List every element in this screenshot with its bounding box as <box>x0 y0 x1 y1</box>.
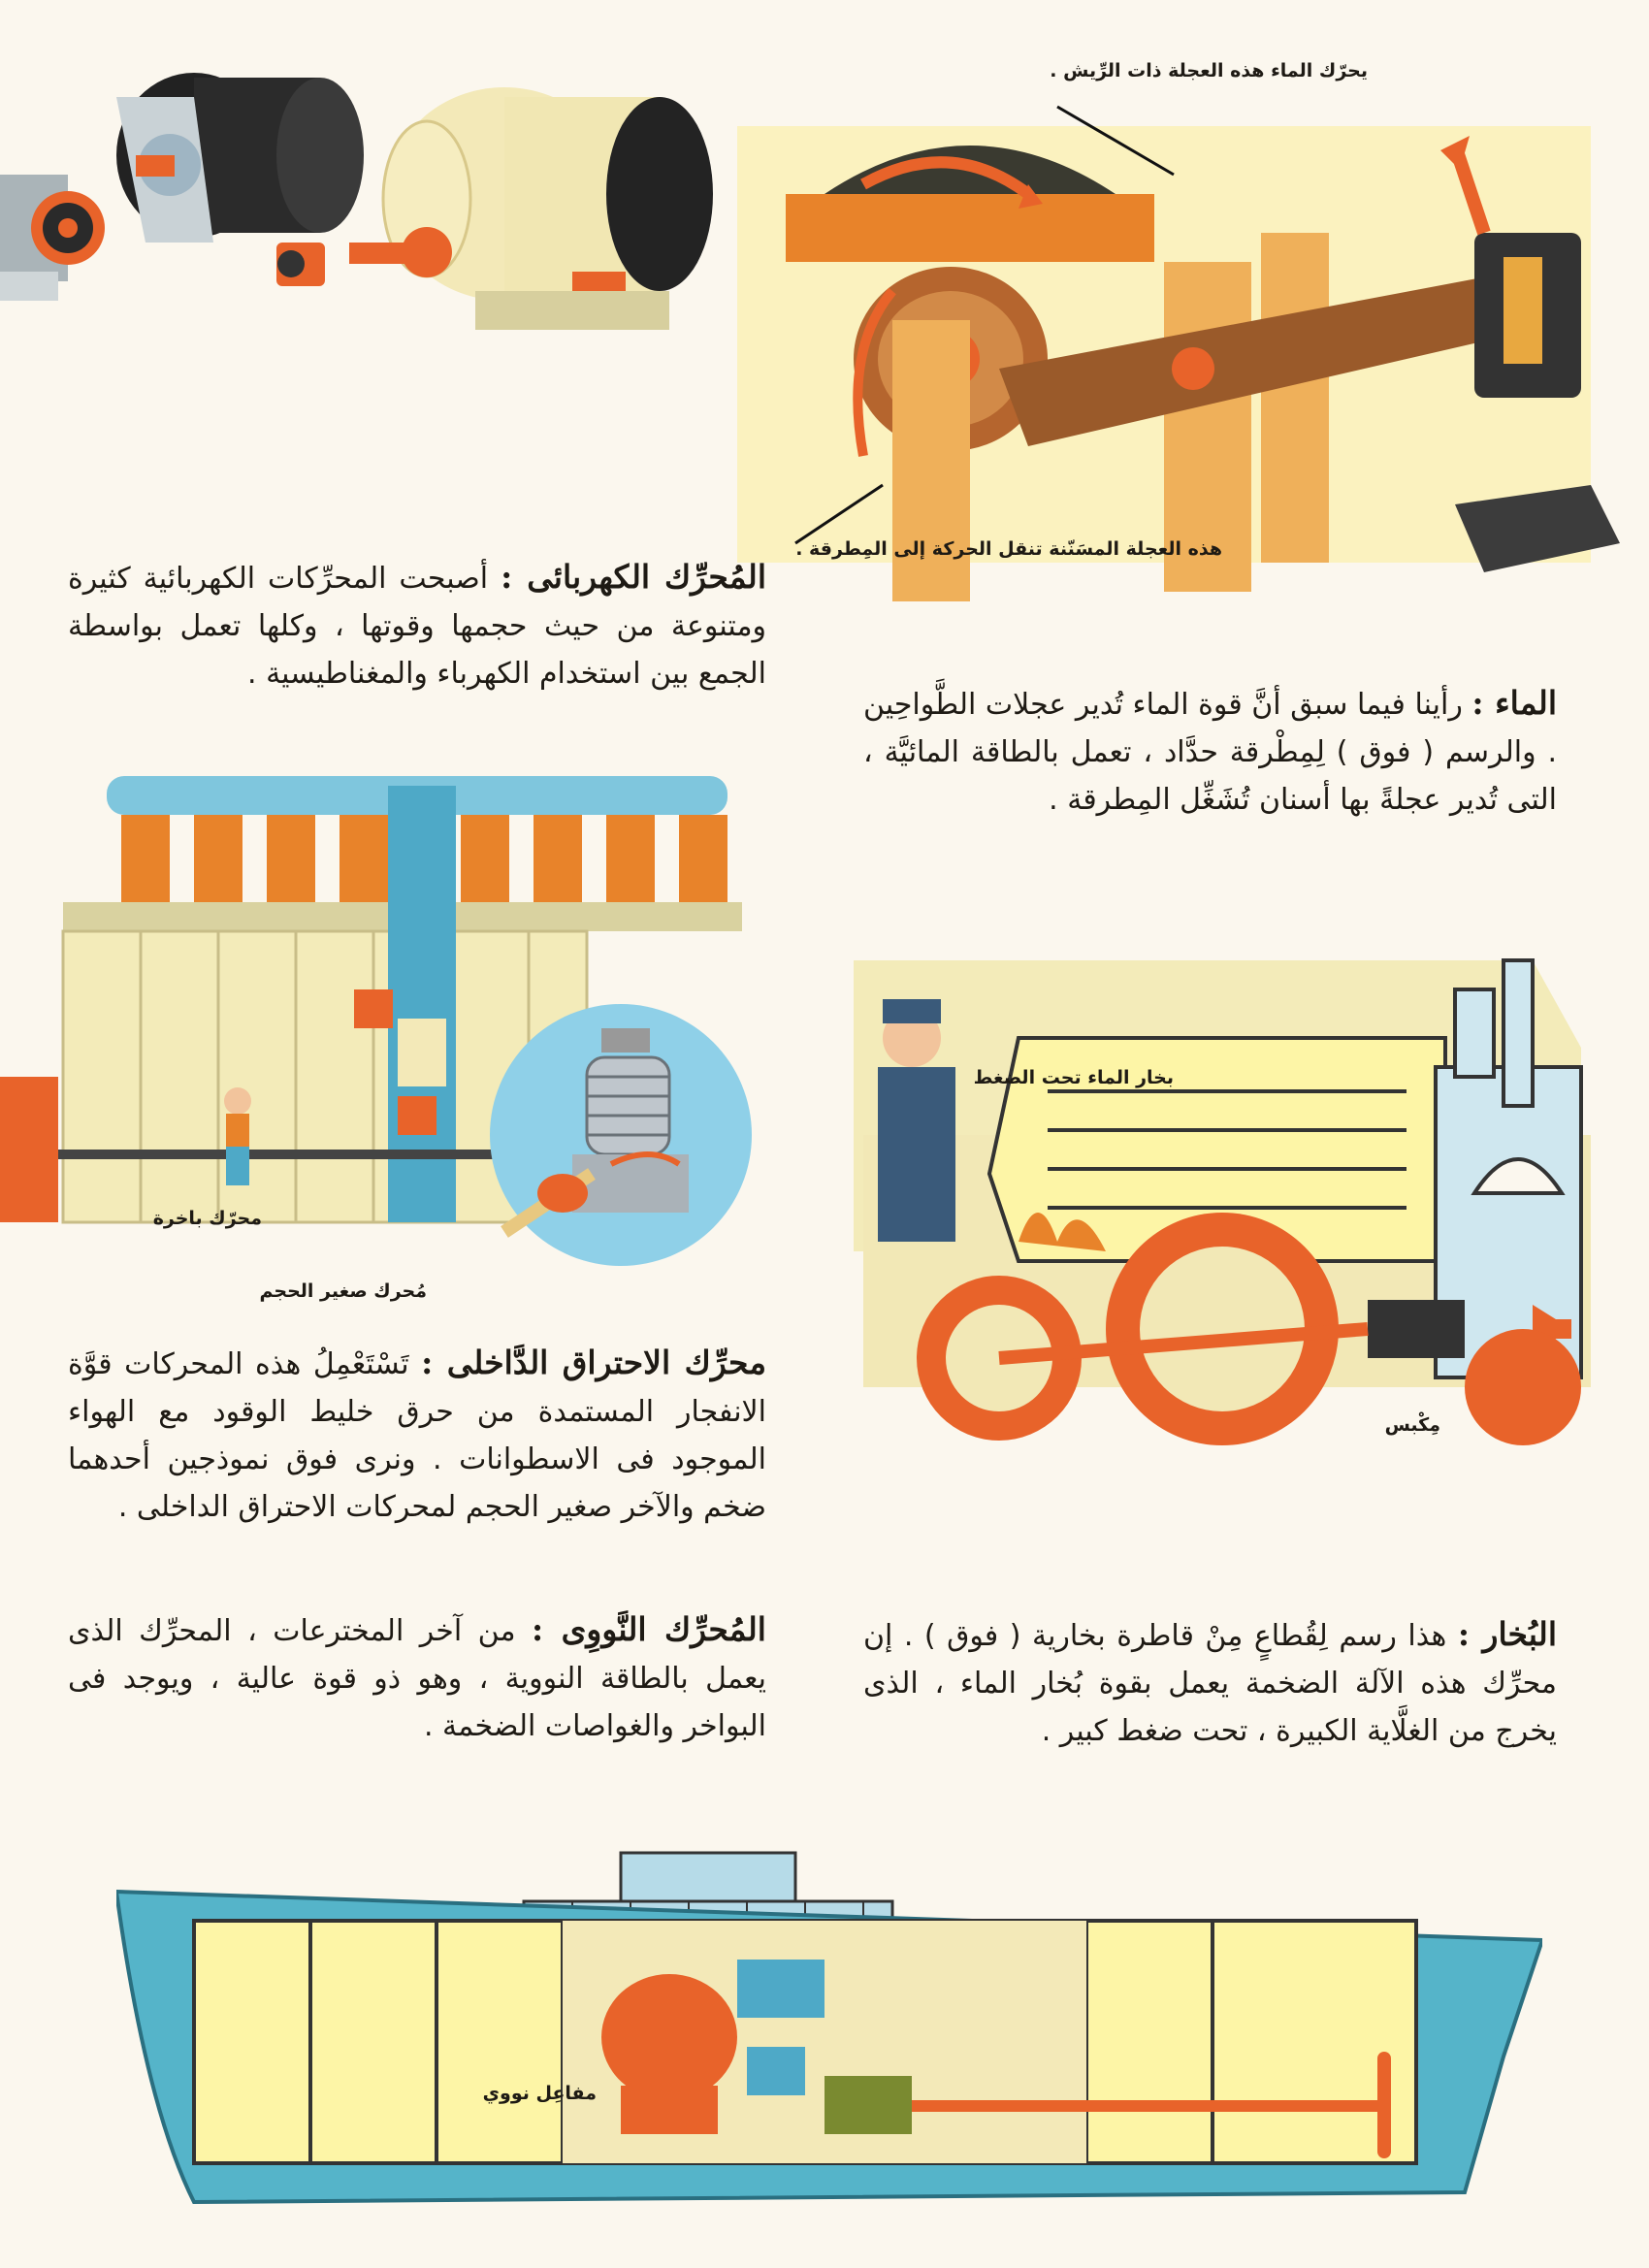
water-section <box>863 679 1557 824</box>
electric-motors-illustration <box>0 0 737 330</box>
nuclear-reactor-caption: مفاعِل نووي <box>482 2083 597 2104</box>
steam-heading: البُخار : <box>1457 1615 1557 1653</box>
water-heading: الماء : <box>1471 684 1557 722</box>
water-hammer-illustration <box>737 0 1649 601</box>
electric-motor-heading: المُحرِّك الكهربائى : <box>501 558 766 596</box>
paddle-wheel-caption: يحرّك الماء هذه العجلة ذات الرِّيش . <box>1050 60 1368 81</box>
small-engine-illustration <box>485 989 757 1280</box>
water-body: رأينا فيما سبق أنَّ قوة الماء تُدير عجلات الطَّواحِين . والرسم ( فوق ) لِمِطْرقة حدَّاد ، تعمل بالطاقة المائيَّة ، التى تُدير عجلةً بها أسنان تُشَغِّل المِطرقة . <box>863 688 1557 817</box>
nuclear-body: من آخر المخترعات ، المحرِّك الذى يعمل بالطاقة النووية ، وهو ذو قوة عالية ، ويوجد فى البواخر والغواصات الضخمة . <box>68 1614 766 1743</box>
internal-combustion-heading: محرِّك الاحتراق الدَّاخلى : <box>421 1344 767 1381</box>
steam-body: هذا رسم لِقُطاعٍ مِنْ قاطرة بخارية ( فوق ) . إن محرِّك هذه الآلة الضخمة يعمل بقوة بُخار الماء ، الذى يخرج من الغلَّاية الكبيرة ، تحت ضغط كبير . <box>863 1619 1557 1748</box>
electric-motor-section <box>68 553 766 697</box>
steam-section <box>863 1610 1557 1755</box>
electric-motor-body: أصبحت المحرِّكات الكهربائية كثيرة ومتنوعة من حيث حجمها وقوتها ، وكلها تعمل بواسطة الجمع بين استخدام الكهرباء والمغناطيسية . <box>68 562 766 691</box>
ship-engine-caption: محرّك باخرة <box>152 1208 262 1229</box>
internal-combustion-body: تَسْتَعْمِلُ هذه المحركات قوَّة الانفجار المستمدة من حرق خليط الوقود مع الهواء الموجود فى الاسطوانات . ونرى فوق نموذجين أحدهما ضخم والآخر صغير الحجم لمحركات الاحتراق الداخلى . <box>68 1347 766 1524</box>
toothed-wheel-caption: هذه العجلة المسَنّنة تنقل الحركة إلى المِطرقة . <box>795 538 1222 560</box>
nuclear-heading: المُحرِّك النَّووِى : <box>531 1610 766 1648</box>
nuclear-section <box>68 1605 766 1750</box>
small-engine-caption: مُحرك صغير الحجم <box>259 1280 427 1302</box>
nuclear-ship-illustration <box>116 1814 1542 2221</box>
steam-pressure-caption: بخار الماء تحت الضغط <box>973 1067 1174 1088</box>
piston-caption: مِكْبس <box>1384 1414 1440 1436</box>
steam-locomotive-illustration <box>824 931 1615 1455</box>
internal-combustion-section <box>68 1339 766 1531</box>
